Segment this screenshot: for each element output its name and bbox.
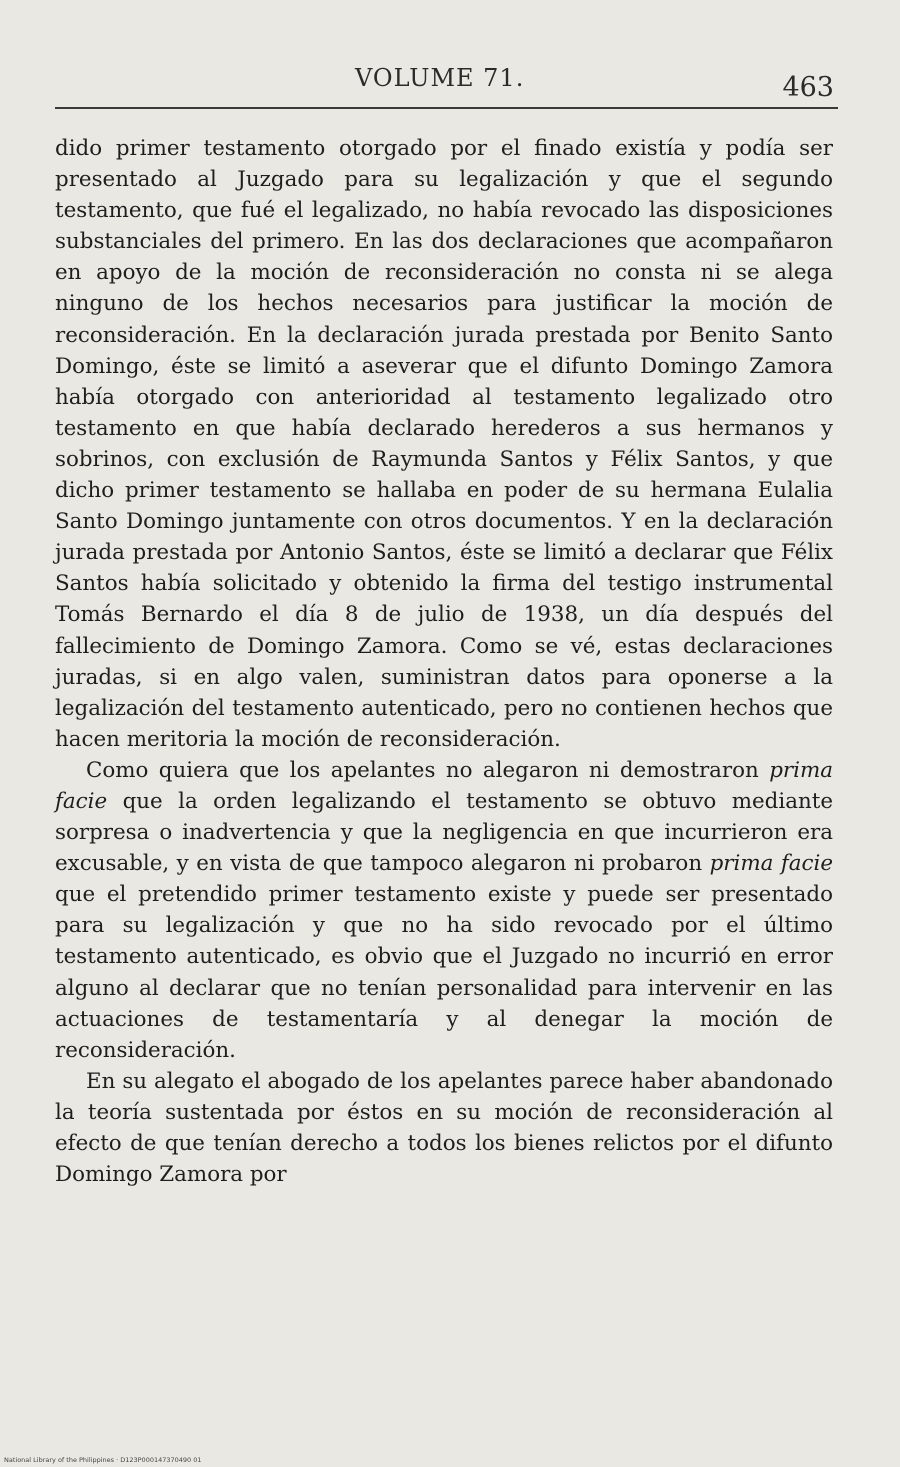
library-footer: National Library of the Philippines · D123P000147370490 01: [4, 1456, 202, 1464]
italic-term: prima facie: [55, 757, 833, 814]
text-run: En su alegato el abogado de los apelantes parece haber abandonado la teoría sustentada por éstos en su moción de reconsideración al efecto de que tenían derecho a todos los bienes relictos por el difunto Domingo Zamora por: [55, 1068, 833, 1188]
text-run: Como quiera que los apelantes no alegaron ni demostraron: [86, 757, 770, 783]
body-text: [55, 133, 833, 1190]
text-run: dido primer testamento otorgado por el finado existía y podía ser presentado al Juzgado para su legalización y que el segundo testamento, que fué el legalizado, no había revocado las disposiciones substanciales del primero. En las dos declaraciones que acompañaron en apoyo de la moción de reconsideración no consta ni se alega ninguno de los hechos necesarios para justificar la moción de reconsideración. En la declaración jurada prestada por Benito Santo Domingo, éste se limitó a aseverar que el difunto Domingo Zamora había otorgado con anterioridad al testamento legalizado otro testamento en que había declarado herederos a sus hermanos y sobrinos, con exclusión de Raymunda Santos y Félix Santos, y que dicho primer testamento se hallaba en poder de su hermana Eulalia Santo Domingo juntamente con otros documentos. Y en la declaración jurada prestada por Antonio Santos, éste se limitó a declarar que Félix Santos había solicitado y obtenido la firma del testigo instrumental Tomás Bernardo el día 8 de julio de 1938, un día después del fallecimiento de Domingo Zamora. Como se vé, estas declaraciones juradas, si en algo valen, suministran datos para oponerse a la legalización del testamento autenticado, pero no contienen hechos que hacen meritoria la moción de reconsideración.: [55, 136, 833, 752]
page-header: [55, 60, 840, 102]
text-run: que el pretendido primer testamento existe y puede ser presentado para su legalización y que no ha sido revocado por el último testamento autenticado, es obvio que el Juzgado no incurrió en error alguno al declarar que no tenían personalidad para intervenir en las actuaciones de testamentaría y al denegar la moción de reconsideración.: [55, 882, 833, 1063]
volume-title: VOLUME 71.: [355, 64, 525, 92]
italic-term: prima facie: [709, 851, 833, 877]
paragraph-continuation: [55, 133, 833, 755]
paragraph-alegato: [55, 1066, 833, 1190]
paragraph-prima-facie: [55, 755, 833, 1066]
page-number: 463: [782, 72, 834, 103]
header-rule: [55, 107, 838, 109]
text-run: que la orden legalizando el testamento se obtuvo mediante sorpresa o inadvertencia y que la negligencia en que incurrieron era excusable, y en vista de que tampoco alegaron ni probaron: [55, 788, 833, 877]
